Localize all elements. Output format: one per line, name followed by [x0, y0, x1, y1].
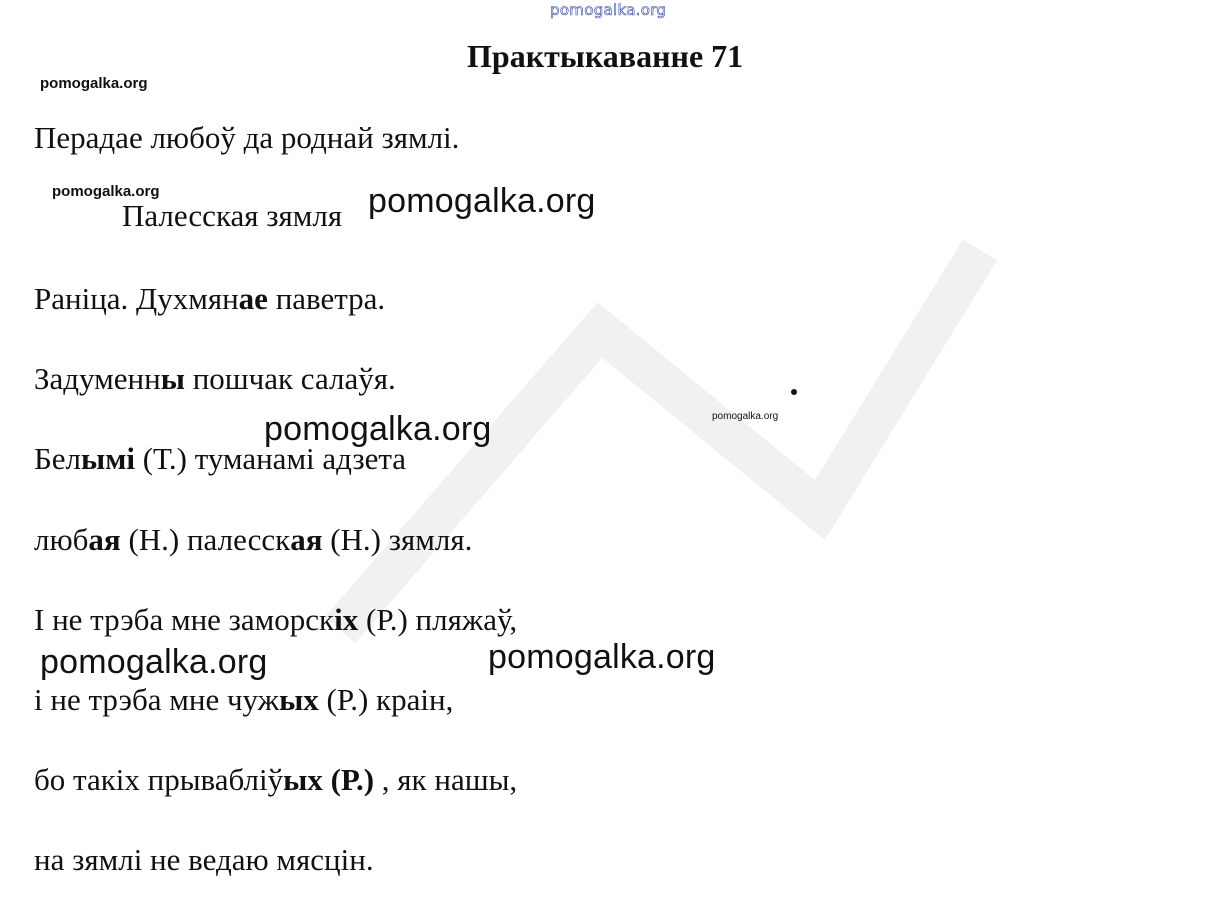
line-text: пошчак салаўя. [184, 361, 396, 396]
line-text: (Т.) туманамі адзета [134, 441, 407, 476]
line-text: Бел [34, 441, 82, 476]
poem-line [34, 441, 406, 477]
line-text: і не трэба мне чуж [34, 682, 280, 717]
stray-dot [791, 389, 797, 395]
line-ending-bold: ы [160, 361, 185, 396]
line-ending-bold: ая [290, 522, 323, 557]
watermark-top: pomogalka.org [550, 1, 667, 19]
line-text: (Н.) зямля. [322, 522, 473, 557]
line-text: Задуменн [34, 361, 161, 396]
watermark-large: pomogalka.org [488, 638, 716, 676]
line-text: (Р.) краін, [318, 682, 454, 717]
poem-line [34, 842, 374, 878]
poem-line [34, 762, 517, 798]
intro-line: Перадае любоў да роднай зямлі. [34, 120, 460, 155]
poem-line [34, 281, 385, 317]
line-ending-bold: ая [88, 522, 121, 557]
line-text: (Н.) палесск [120, 522, 291, 557]
line-ending-bold: ых [279, 682, 319, 717]
page-title: Практыкаванне 71 [467, 38, 744, 74]
line-text: бо такіх прывабліў [34, 762, 284, 797]
poem-line [34, 602, 517, 638]
line-text: на зямлі не ведаю мясцін. [34, 842, 374, 877]
line-text: І не трэба мне заморск [34, 602, 335, 637]
watermark-small: pomogalka.org [52, 183, 160, 200]
line-text: паветра. [267, 281, 386, 316]
line-text: , як нашы, [374, 762, 518, 797]
line-ending-bold: ых (Р.) [283, 762, 375, 797]
watermark-large: pomogalka.org [368, 182, 596, 220]
line-ending-bold: ае [238, 281, 268, 316]
watermark-large: pomogalka.org [40, 643, 268, 681]
poem-line [34, 522, 472, 558]
watermark-large: pomogalka.org [264, 410, 492, 448]
watermark-small: pomogalka.org [40, 75, 148, 92]
poem-title: Палесская зямля [122, 198, 343, 233]
poem-line [34, 682, 453, 718]
line-text: Раніца. Духмян [34, 281, 239, 316]
line-ending-bold: ымі [81, 441, 135, 476]
watermark-tiny: pomogalka.org [712, 411, 779, 422]
poem-line [34, 361, 396, 397]
line-text: люб [34, 522, 89, 557]
line-text: (Р.) пляжаў, [358, 602, 518, 637]
line-ending-bold: іх [334, 602, 359, 637]
